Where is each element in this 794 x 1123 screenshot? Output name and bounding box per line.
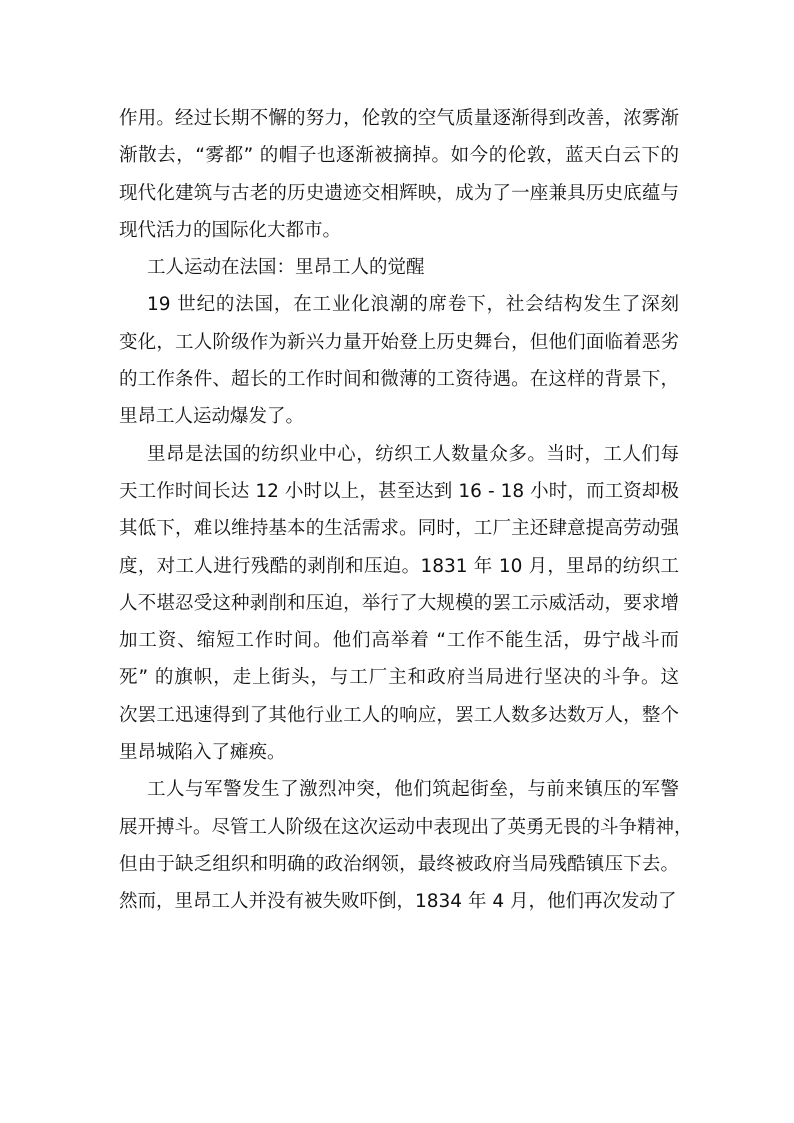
text-line: 变化，工人阶级作为新兴力量开始登上历史舞台，但他们面临着恶劣 bbox=[119, 331, 679, 353]
text-line: 作用。经过长期不懈的努力，伦敦的空气质量逐渐得到改善，浓雾渐 bbox=[119, 108, 679, 129]
paragraph bbox=[119, 771, 693, 920]
text-line: 工人与军警发生了激烈冲突，他们筑起街垒，与前来镇压的军警 bbox=[147, 779, 679, 801]
text-line: 里昂城陷入了瘫痪。 bbox=[119, 742, 286, 764]
text-line: 人不堪忍受这种剥削和压迫，举行了大规模的罢工示威活动，要求增 bbox=[119, 592, 679, 614]
text-line: 里昂是法国的纺织业中心，纺织工人数量众多。当时，工人们每 bbox=[147, 443, 679, 465]
text-line: 加工资、缩短工作时间。他们高举着 “工作不能生活，毋宁战斗而 bbox=[119, 630, 679, 652]
text-line: 的工作条件、超长的工作时间和微薄的工资待遇。在这样的背景下， bbox=[119, 369, 679, 391]
paragraph bbox=[119, 100, 679, 249]
document-body bbox=[119, 100, 693, 921]
text-line: 死” 的旗帜，走上街头，与工厂主和政府当局进行坚决的斗争。这 bbox=[119, 667, 679, 689]
text-line: 度，对工人进行残酷的剥削和压迫。1831 年 10 月，里昂的纺织工 bbox=[119, 555, 679, 577]
text-line: 次罢工迅速得到了其他行业工人的响应，罢工人数多达数万人，整个 bbox=[119, 704, 679, 726]
text-line: 其低下，难以维持基本的生活需求。同时，工厂主还肆意提高劳动强 bbox=[119, 518, 679, 540]
text-line: 渐散去，“雾都” 的帽子也逐渐被摘掉。如今的伦敦，蓝天白云下的 bbox=[119, 145, 679, 167]
text-line: 里昂工人运动爆发了。 bbox=[119, 406, 305, 428]
text-line: 天工作时间长达 12 小时以上，甚至达到 16 - 18 小时，而工资却极 bbox=[119, 480, 679, 502]
text-line: 工人运动在法国：里昂工人的觉醒 bbox=[147, 257, 425, 279]
text-line: 19 世纪的法国，在工业化浪潮的席卷下，社会结构发生了深刻 bbox=[147, 294, 679, 316]
paragraph bbox=[119, 436, 679, 772]
text-line: 现代化建筑与古老的历史遗迹交相辉映，成为了一座兼具历史底蕴与 bbox=[119, 182, 679, 204]
section-heading bbox=[119, 249, 679, 286]
text-line: 展开搏斗。尽管工人阶级在这次运动中表现出了英勇无畏的斗争精神， bbox=[119, 816, 693, 838]
text-line: 但由于缺乏组织和明确的政治纲领，最终被政府当局残酷镇压下去。 bbox=[119, 853, 679, 875]
paragraph bbox=[119, 286, 679, 435]
text-line: 然而，里昂工人并没有被失败吓倒，1834 年 4 月，他们再次发动了 bbox=[119, 891, 677, 913]
text-line: 现代活力的国际化大都市。 bbox=[119, 219, 342, 241]
